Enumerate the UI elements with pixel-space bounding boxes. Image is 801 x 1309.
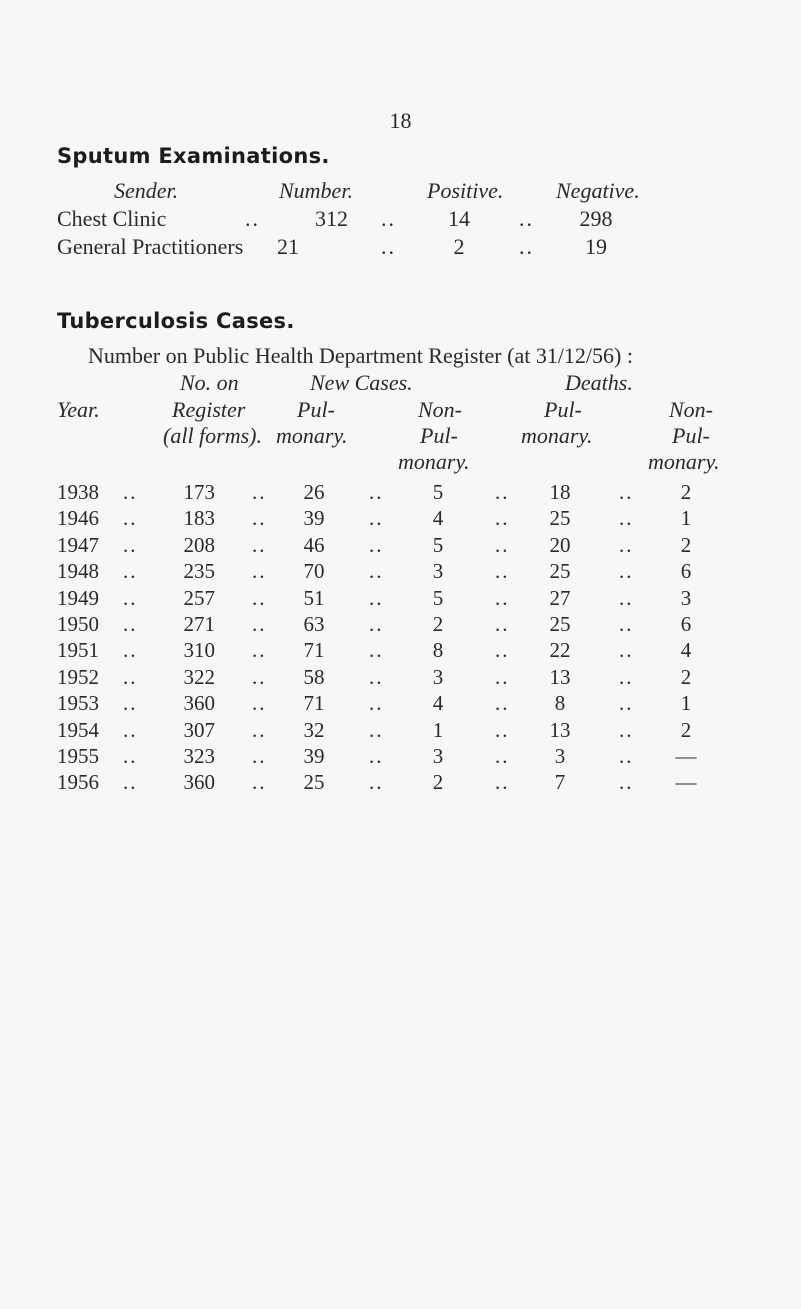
tb-cell-register: 360 — [183, 770, 215, 795]
tb-cell-new-pul: 32 — [303, 717, 325, 742]
leader-dots: .. — [123, 506, 138, 531]
tb-header-death-non: Non- — [669, 397, 713, 422]
leader-dots: .. — [369, 717, 384, 742]
tb-cell-year: 1955 — [57, 744, 99, 768]
leader-dots: .. — [252, 559, 267, 584]
tb-header-year: Year. — [57, 397, 100, 422]
leader-dots: .. — [495, 638, 510, 663]
tb-header-new-pul-sub: monary. — [276, 423, 348, 448]
leader-dots: .. — [252, 480, 267, 504]
tb-header-new-non-sub2: monary. — [398, 449, 470, 474]
tb-header-register-sub: (all forms). — [163, 423, 262, 448]
tb-cell-new-pul: 39 — [303, 506, 325, 531]
leader-dots: .. — [619, 612, 634, 636]
tb-cell-new-non: 3 — [432, 664, 444, 689]
tb-cell-death-non: 6 — [680, 559, 692, 584]
tb-cell-new-pul: 51 — [303, 585, 325, 610]
leader-dots: .. — [495, 744, 510, 768]
tb-cell-death-pul: 3 — [554, 744, 566, 768]
tb-header-new-pul: Pul- — [297, 397, 335, 422]
leader-dots: .. — [619, 480, 634, 504]
tb-cell-new-non: 5 — [432, 585, 444, 610]
tb-cell-new-pul: 46 — [303, 532, 325, 557]
leader-dots: .. — [252, 506, 267, 531]
leader-dots: .. — [369, 691, 384, 716]
leader-dots: .. — [495, 717, 510, 742]
tb-cell-new-non: 8 — [432, 638, 444, 663]
tb-cell-register: 271 — [183, 612, 215, 636]
leader-dots: .. — [619, 770, 634, 795]
leader-dots: .. — [123, 612, 138, 636]
tb-cell-death-pul: 25 — [549, 559, 571, 584]
sputum-row-positive: 14 — [448, 206, 470, 231]
tb-cell-new-non: 3 — [432, 744, 444, 768]
leader-dots: .. — [495, 612, 510, 636]
sputum-row-number: 21 — [277, 234, 299, 259]
tb-cell-death-non: 2 — [680, 480, 692, 504]
tb-cell-death-non: — — [675, 770, 697, 795]
tb-cell-new-pul: 70 — [303, 559, 325, 584]
tb-cell-new-non: 5 — [432, 480, 444, 504]
tb-cell-new-pul: 71 — [303, 638, 325, 663]
leader-dots: .. — [495, 559, 510, 584]
leader-dots: .. — [123, 480, 138, 504]
leader-dots: .. — [123, 744, 138, 768]
tb-cell-year: 1948 — [57, 559, 99, 584]
sputum-row-negative: 298 — [579, 206, 613, 231]
tb-cell-register: 257 — [183, 585, 215, 610]
leader-dots: .. — [369, 559, 384, 584]
page-number: 18 — [389, 108, 412, 133]
leader-dots: .. — [519, 234, 534, 259]
tb-cell-year: 1956 — [57, 770, 99, 795]
leader-dots: .. — [369, 612, 384, 636]
tb-cell-new-non: 2 — [432, 612, 444, 636]
leader-dots: .. — [369, 770, 384, 795]
leader-dots: .. — [381, 234, 396, 259]
tb-cell-death-non: 1 — [680, 691, 692, 716]
tb-header-new-non: Non- — [418, 397, 462, 422]
tb-cell-year: 1954 — [57, 717, 99, 742]
leader-dots: .. — [252, 585, 267, 610]
leader-dots: .. — [495, 506, 510, 531]
leader-dots: .. — [369, 506, 384, 531]
leader-dots: .. — [123, 638, 138, 663]
tb-cell-new-pul: 25 — [303, 770, 325, 795]
tb-cell-death-pul: 22 — [549, 638, 571, 663]
tb-cell-year: 1946 — [57, 506, 99, 531]
sputum-header-number: Number. — [279, 178, 353, 203]
tb-cell-year: 1952 — [57, 664, 99, 689]
sputum-row-sender: Chest Clinic — [57, 206, 167, 231]
leader-dots: .. — [619, 532, 634, 557]
sputum-row-positive: 2 — [453, 234, 465, 259]
tb-cell-death-non: 4 — [680, 638, 692, 663]
leader-dots: .. — [519, 206, 534, 231]
tb-header-new-non-sub: Pul- — [420, 423, 458, 448]
leader-dots: .. — [495, 770, 510, 795]
leader-dots: .. — [369, 585, 384, 610]
leader-dots: .. — [252, 717, 267, 742]
tb-cell-death-pul: 8 — [554, 691, 566, 716]
tb-cell-new-non: 5 — [432, 532, 444, 557]
leader-dots: .. — [381, 206, 396, 231]
leader-dots: .. — [369, 744, 384, 768]
leader-dots: .. — [619, 585, 634, 610]
tb-cell-death-pul: 13 — [549, 717, 571, 742]
leader-dots: .. — [619, 559, 634, 584]
leader-dots: .. — [619, 638, 634, 663]
tb-cell-register: 360 — [183, 691, 215, 716]
leader-dots: .. — [252, 612, 267, 636]
leader-dots: .. — [123, 717, 138, 742]
tb-cell-new-pul: 39 — [303, 744, 325, 768]
leader-dots: .. — [619, 664, 634, 689]
tb-cell-register: 322 — [183, 664, 215, 689]
leader-dots: .. — [252, 664, 267, 689]
leader-dots: .. — [619, 744, 634, 768]
tb-cell-death-non: 3 — [680, 585, 692, 610]
leader-dots: .. — [369, 480, 384, 504]
leader-dots: .. — [252, 770, 267, 795]
leader-dots: .. — [252, 638, 267, 663]
tb-cell-register: 183 — [183, 506, 215, 531]
leader-dots: .. — [369, 532, 384, 557]
sputum-row-number: 312 — [315, 206, 348, 231]
tb-cell-new-pul: 71 — [303, 691, 325, 716]
tb-cell-register: 323 — [183, 744, 215, 768]
tb-heading: Tuberculosis Cases. — [57, 309, 295, 333]
leader-dots: .. — [619, 691, 634, 716]
tb-cell-death-pul: 7 — [554, 770, 566, 795]
tb-cell-year: 1950 — [57, 612, 99, 636]
sputum-row-negative: 19 — [585, 234, 607, 259]
tb-header-deaths: Deaths. — [565, 370, 633, 395]
tb-cell-death-non: 2 — [680, 717, 692, 742]
tb-cell-death-non: 6 — [680, 612, 692, 636]
tb-header-death-non-sub2: monary. — [648, 449, 720, 474]
tb-cell-register: 173 — [183, 480, 215, 504]
sputum-header-negative: Negative. — [556, 178, 640, 203]
tb-cell-death-pul: 18 — [549, 480, 571, 504]
tb-cell-register: 208 — [183, 532, 215, 557]
leader-dots: .. — [619, 506, 634, 531]
tb-cell-new-non: 4 — [432, 691, 444, 716]
tb-header-death-pul-sub: monary. — [521, 423, 593, 448]
tb-cell-register: 235 — [183, 559, 215, 584]
leader-dots: .. — [619, 717, 634, 742]
tb-cell-death-pul: 27 — [549, 585, 571, 610]
leader-dots: .. — [495, 480, 510, 504]
leader-dots: .. — [123, 664, 138, 689]
tb-header-register: Register — [172, 397, 246, 422]
tb-cell-register: 310 — [183, 638, 215, 663]
tb-cell-new-non: 1 — [432, 717, 444, 742]
leader-dots: .. — [123, 691, 138, 716]
tb-cell-death-pul: 25 — [549, 506, 571, 531]
sputum-row-sender: General Practitioners — [57, 234, 244, 259]
sputum-header-sender: Sender. — [114, 178, 179, 203]
leader-dots: .. — [369, 638, 384, 663]
tb-header-death-pul: Pul- — [544, 397, 582, 422]
tb-cell-death-pul: 20 — [549, 532, 571, 557]
tb-cell-year: 1951 — [57, 638, 99, 663]
tb-cell-year: 1938 — [57, 480, 99, 504]
tb-header-new-cases: New Cases. — [310, 370, 413, 395]
tb-cell-death-pul: 13 — [549, 664, 571, 689]
tb-header-register-top: No. on — [180, 370, 239, 395]
tb-cell-death-pul: 25 — [549, 612, 571, 636]
leader-dots: .. — [245, 206, 260, 231]
sputum-heading: Sputum Examinations. — [57, 144, 330, 168]
tb-cell-year: 1949 — [57, 585, 99, 610]
leader-dots: .. — [495, 585, 510, 610]
tb-cell-register: 307 — [183, 717, 215, 742]
leader-dots: .. — [123, 559, 138, 584]
tb-cell-new-pul: 63 — [303, 612, 325, 636]
tb-cell-new-non: 2 — [432, 770, 444, 795]
leader-dots: .. — [495, 691, 510, 716]
tb-header-death-non-sub: Pul- — [672, 423, 710, 448]
tb-cell-new-pul: 58 — [303, 664, 325, 689]
tb-cell-death-non: 2 — [680, 664, 692, 689]
leader-dots: .. — [123, 585, 138, 610]
tb-intro: Number on Public Health Department Register (at 31/12/56) : — [88, 343, 633, 368]
tb-cell-death-non: 1 — [680, 506, 692, 531]
sputum-header-positive: Positive. — [427, 178, 504, 203]
leader-dots: .. — [123, 770, 138, 795]
leader-dots: .. — [123, 532, 138, 557]
leader-dots: .. — [252, 532, 267, 557]
tb-cell-death-non: — — [675, 744, 697, 768]
leader-dots: .. — [369, 664, 384, 689]
tb-cell-year: 1953 — [57, 691, 99, 716]
tb-cell-new-non: 3 — [432, 559, 444, 584]
leader-dots: .. — [495, 532, 510, 557]
tb-cell-year: 1947 — [57, 532, 99, 557]
leader-dots: .. — [495, 664, 510, 689]
tb-cell-new-non: 4 — [432, 506, 444, 531]
tb-cell-new-pul: 26 — [303, 480, 325, 504]
leader-dots: .. — [252, 744, 267, 768]
leader-dots: .. — [252, 691, 267, 716]
tb-cell-death-non: 2 — [680, 532, 692, 557]
